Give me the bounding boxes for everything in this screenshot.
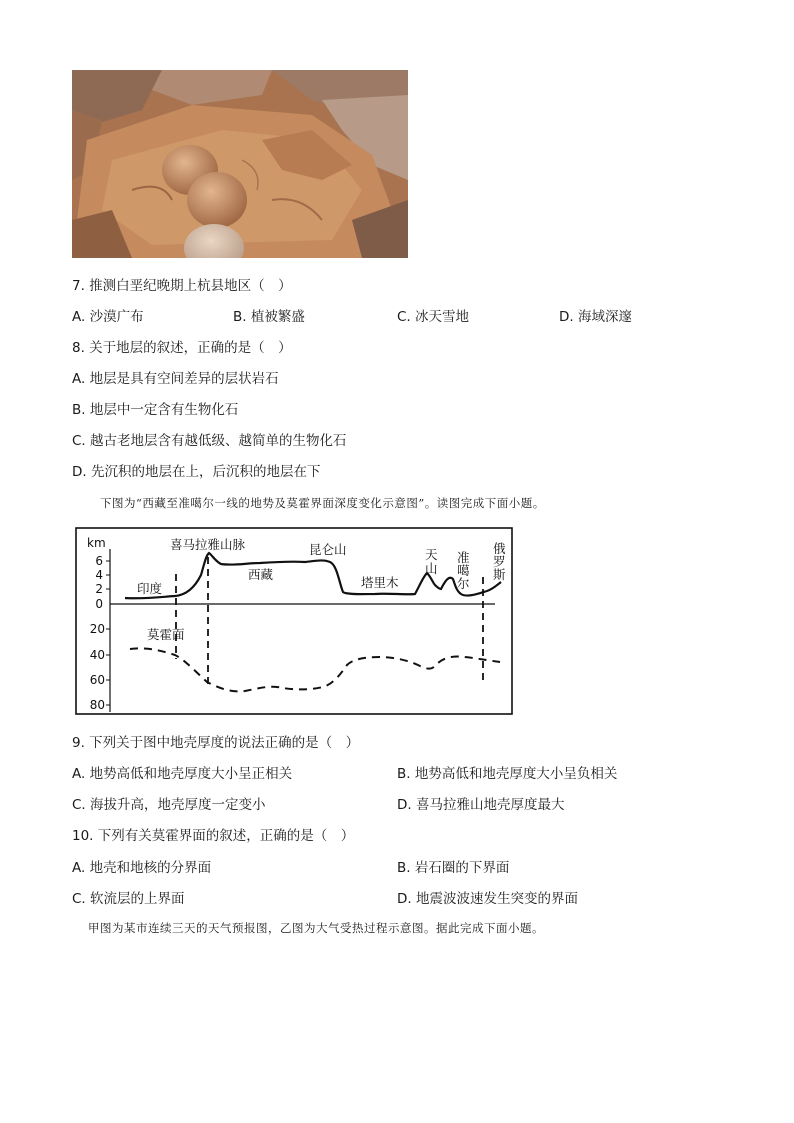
tick-label: 0 [95, 597, 103, 611]
tick-label: 80 [89, 698, 105, 712]
q8-stem: 8. 关于地层的叙述，正确的是（ ） [72, 340, 292, 356]
q9-option-d[interactable]: D. 喜马拉雅山地壳厚度最大 [397, 797, 565, 813]
label-tianshan-2: 山 [425, 561, 438, 576]
intro-figure-text: 下图为“西藏至准噶尔一线的地势及莫霍界面深度变化示意图”。读图完成下面小题。 [100, 496, 545, 510]
q9-option-c[interactable]: C. 海拔升高，地壳厚度一定变小 [72, 797, 266, 813]
q8-option-b[interactable]: B. 地层中一定含有生物化石 [72, 402, 239, 418]
q10-option-b[interactable]: B. 岩石圈的下界面 [397, 860, 510, 876]
tick-label: 20 [89, 622, 105, 636]
q10-option-c[interactable]: C. 软流层的上界面 [72, 891, 185, 907]
tick-label: 6 [95, 554, 103, 568]
label-russia-2: 罗 [493, 554, 506, 569]
q7-option-a[interactable]: A. 沙漠广布 [72, 309, 144, 325]
q8-option-c[interactable]: C. 越古老地层含有越低级、越简单的生物化石 [72, 433, 347, 449]
tick-label: 4 [95, 568, 103, 582]
label-tianshan-1: 天 [425, 547, 438, 562]
label-russia-3: 斯 [493, 567, 506, 582]
label-russia-1: 俄 [493, 541, 506, 556]
q7-option-b[interactable]: B. 植被繁盛 [233, 309, 305, 325]
intro-weather-text: 甲图为某市连续三天的天气预报图，乙图为大气受热过程示意图。据此完成下面小题。 [88, 921, 544, 935]
q10-option-a[interactable]: A. 地壳和地核的分界面 [72, 860, 212, 876]
tick-label: 40 [89, 648, 105, 662]
q8-option-a[interactable]: A. 地层是具有空间差异的层状岩石 [72, 371, 279, 387]
label-kunlun: 昆仑山 [309, 542, 347, 557]
q10-option-d[interactable]: D. 地震波波速发生突变的界面 [397, 891, 578, 907]
label-tarim: 塔里木 [361, 575, 399, 590]
label-junggar-1: 准 [457, 550, 470, 565]
label-moho: 莫霍面 [147, 627, 185, 642]
unit-label: km [87, 536, 106, 550]
tick-label: 2 [95, 582, 103, 596]
q9-option-b[interactable]: B. 地势高低和地壳厚度大小呈负相关 [397, 766, 618, 782]
label-junggar-3: 尔 [457, 576, 470, 591]
tick-label: 60 [89, 673, 105, 687]
fossil-eggs-image [72, 70, 408, 258]
label-india: 印度 [137, 581, 163, 596]
label-junggar-2: 噶 [457, 563, 470, 578]
q9-option-a[interactable]: A. 地势高低和地壳厚度大小呈正相关 [72, 766, 293, 782]
terrain-moho-figure [75, 527, 513, 715]
q10-stem: 10. 下列有关莫霍界面的叙述，正确的是（ ） [72, 828, 355, 844]
q9-stem: 9. 下列关于图中地壳厚度的说法正确的是（ ） [72, 735, 360, 751]
q7-option-d[interactable]: D. 海域深邃 [559, 309, 632, 325]
label-himalaya: 喜马拉雅山脉 [170, 537, 246, 552]
figure-frame [76, 528, 512, 714]
label-tibet: 西藏 [248, 567, 274, 582]
terrain-moho-diagram [75, 527, 513, 715]
q7-option-c[interactable]: C. 冰天雪地 [397, 309, 470, 325]
q7-stem: 7. 推测白垩纪晚期上杭县地区（ ） [72, 278, 292, 294]
fossil-photo [72, 70, 408, 258]
q8-option-d[interactable]: D. 先沉积的地层在上，后沉积的地层在下 [72, 464, 321, 480]
